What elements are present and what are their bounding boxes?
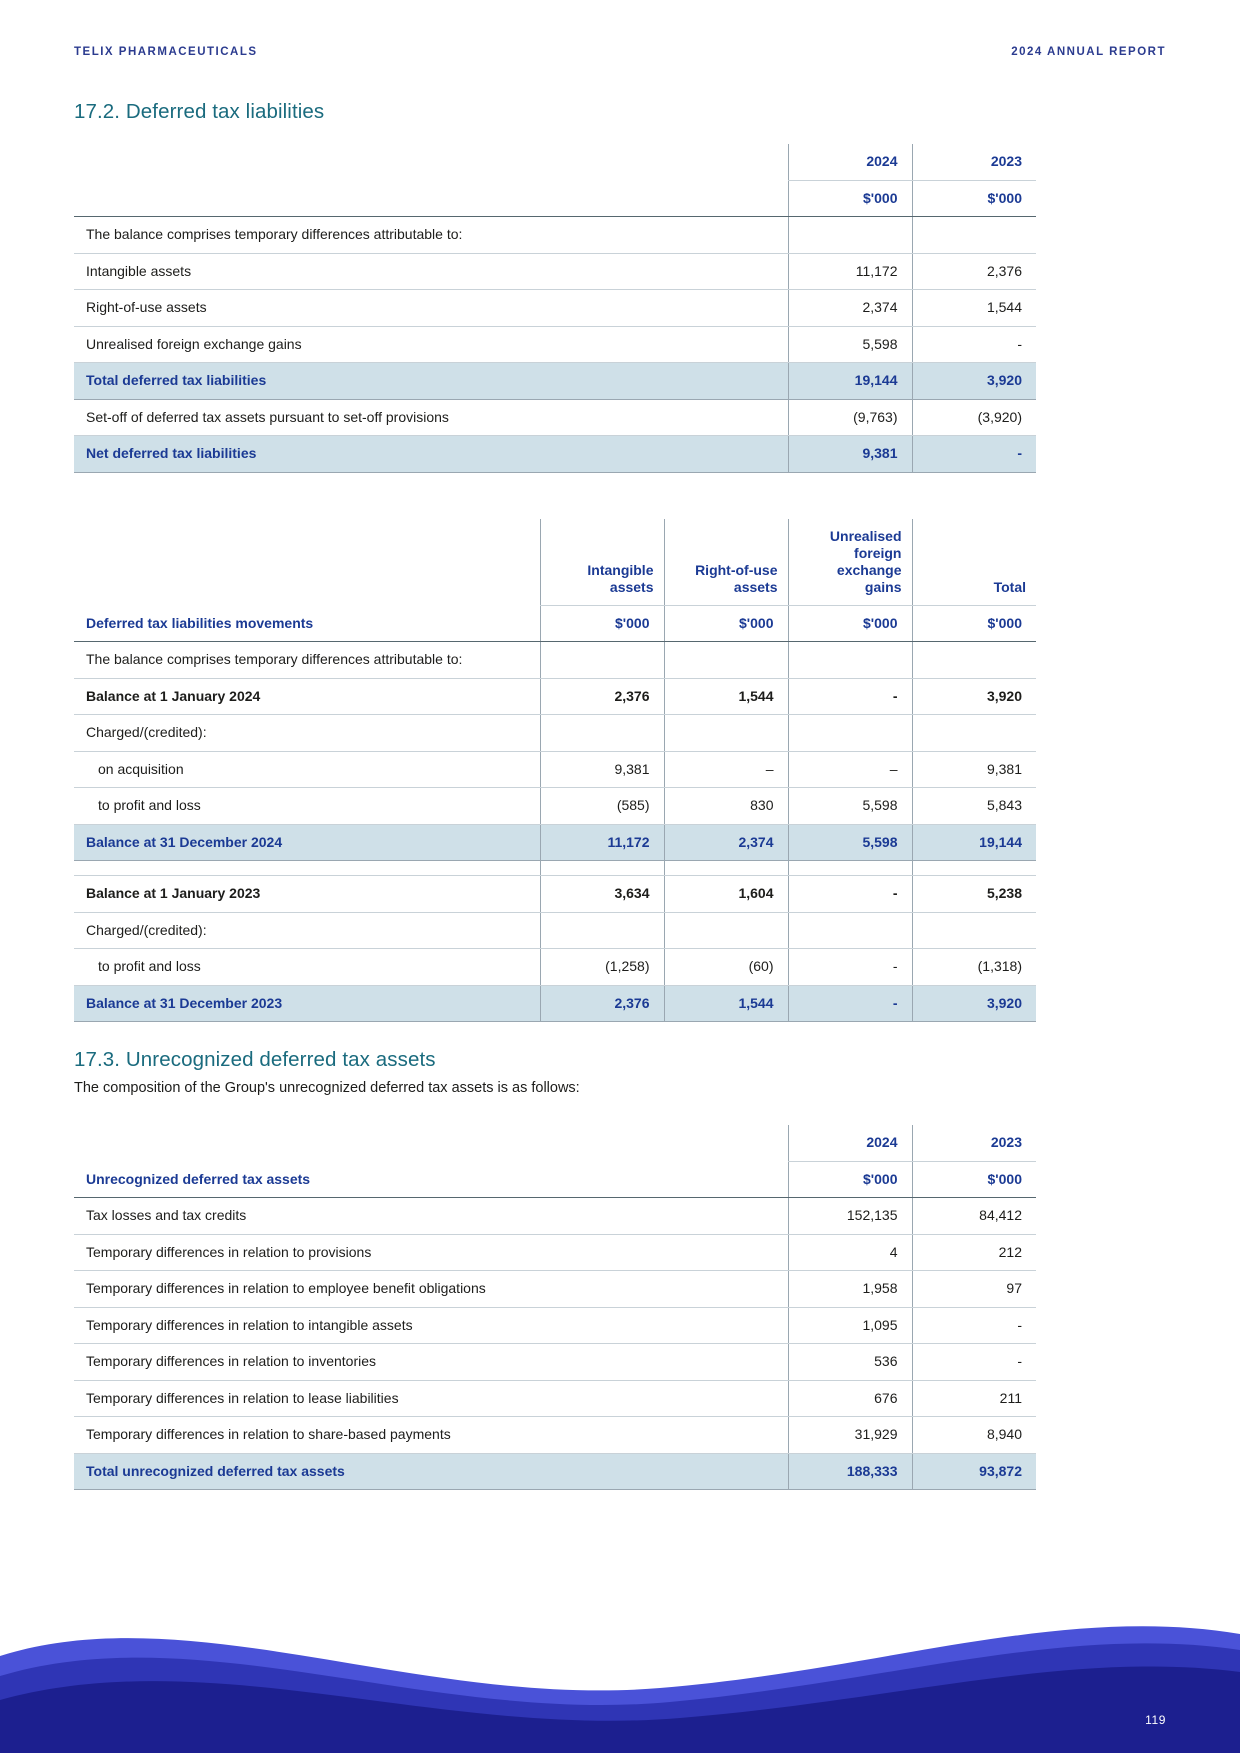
table-row xyxy=(74,217,1036,254)
col-header-unrealised-fx-gains xyxy=(789,519,912,605)
row-value-2024: 188,333 xyxy=(846,1462,898,1479)
row-value-intangible xyxy=(541,733,664,751)
table-row-spacer xyxy=(74,861,1036,876)
row-value-fx: 5,598 xyxy=(862,797,898,814)
table-row-total xyxy=(74,1453,1036,1490)
unrecognized-deferred-tax-assets-table xyxy=(74,1125,1036,1490)
row-value-rou xyxy=(665,733,788,751)
col-header-intangible-assets xyxy=(541,553,664,605)
table-header-row-year xyxy=(74,144,1036,180)
row-value-fx xyxy=(789,660,912,678)
row-value-2023: 93,872 xyxy=(979,1462,1022,1479)
page-number: 119 xyxy=(1145,1713,1166,1727)
row-value-rou: 1,544 xyxy=(738,994,774,1011)
row-label: Charged/(credited): xyxy=(86,921,207,938)
row-label: Balance at 31 December 2023 xyxy=(86,994,283,1011)
row-value-rou: – xyxy=(765,760,774,777)
table-row-total xyxy=(74,436,1036,473)
row-value-2023 xyxy=(913,235,1037,253)
row-value-fx: - xyxy=(892,885,898,902)
row-value-2024: 11,172 xyxy=(855,262,898,279)
table-row xyxy=(74,1380,1036,1417)
row-value-2023: (3,920) xyxy=(977,408,1022,425)
col-header-2024: 2024 xyxy=(866,1134,898,1151)
row-value-2023: 212 xyxy=(998,1243,1022,1260)
row-label: Balance at 31 December 2024 xyxy=(86,833,283,850)
row-value-2024: 1,095 xyxy=(862,1316,898,1333)
row-value-2024: 31,929 xyxy=(854,1426,898,1443)
row-value-2024: 1,958 xyxy=(862,1280,898,1297)
row-value-2024: 5,598 xyxy=(862,335,898,352)
row-label: Charged/(credited): xyxy=(86,724,207,741)
row-value-intangible: 2,376 xyxy=(614,687,650,704)
row-value-intangible xyxy=(541,930,664,948)
row-value-2024: 2,374 xyxy=(862,299,898,315)
running-header xyxy=(74,46,1166,58)
section-spacer xyxy=(74,1022,1036,1048)
row-label: The balance comprises temporary differences attributable to: xyxy=(86,226,463,242)
deferred-tax-liabilities-movements-table xyxy=(74,519,1036,1023)
table-row xyxy=(74,1198,1036,1235)
row-value-intangible: 3,634 xyxy=(614,885,650,902)
col-unit-2024: $'000 xyxy=(863,189,898,206)
col-header-right-of-use-assets xyxy=(665,553,788,605)
table-row xyxy=(74,290,1036,327)
row-value-2023: - xyxy=(1017,1316,1022,1333)
movements-row-title: Deferred tax liabilities movements xyxy=(86,614,314,631)
section-17-2-title: 17.2. Deferred tax liabilities xyxy=(74,100,325,123)
running-header-report: 2024 ANNUAL REPORT xyxy=(1011,46,1166,58)
table-row xyxy=(74,876,1036,913)
row-value-intangible: (585) xyxy=(616,797,650,814)
table-row xyxy=(74,1344,1036,1381)
col-header-2024: 2024 xyxy=(866,153,898,169)
caption-line: foreign xyxy=(854,544,902,561)
movements-header-caption-row xyxy=(74,519,1036,606)
row-value-2023: - xyxy=(1017,335,1022,352)
table-row xyxy=(74,399,1036,436)
movements-header-unit-row xyxy=(74,605,1036,642)
row-label: Set-off of deferred tax assets pursuant to set-off provisions xyxy=(86,408,449,425)
row-label: The balance comprises temporary differences attributable to: xyxy=(86,651,463,668)
wave-svg xyxy=(0,1538,1240,1753)
row-value-rou: 2,374 xyxy=(738,833,774,850)
col-unit-2023: $'000 xyxy=(987,1170,1022,1187)
col-header-2023: 2023 xyxy=(990,153,1022,169)
caption-line: Right-of-use xyxy=(695,561,778,578)
table-row-total xyxy=(74,363,1036,400)
row-value-2024: 9,381 xyxy=(862,445,898,461)
row-label: Temporary differences in relation to share-based payments xyxy=(86,1426,451,1443)
row-value-rou: 830 xyxy=(750,797,774,814)
table-row xyxy=(74,788,1036,825)
row-label: Tax losses and tax credits xyxy=(86,1207,247,1224)
caption-line: Intangible xyxy=(587,561,654,578)
table-header-row-unit xyxy=(74,180,1036,217)
row-label: to profit and loss xyxy=(98,797,201,814)
row-value-total: 9,381 xyxy=(986,760,1022,777)
row-value-intangible xyxy=(541,660,664,678)
row-value-total xyxy=(913,930,1037,948)
table-row xyxy=(74,678,1036,715)
table-row xyxy=(74,751,1036,788)
row-value-2024: 536 xyxy=(874,1353,898,1370)
row-value-intangible: 11,172 xyxy=(607,833,650,850)
table-row xyxy=(74,642,1036,679)
row-label: Total unrecognized deferred tax assets xyxy=(86,1462,345,1479)
row-value-total: 5,843 xyxy=(986,797,1022,814)
row-value-fx: - xyxy=(892,994,898,1011)
row-value-intangible: 2,376 xyxy=(614,994,650,1011)
row-value-fx: - xyxy=(892,687,898,704)
row-value-intangible: (1,258) xyxy=(605,958,650,975)
row-value-total: 3,920 xyxy=(986,994,1022,1011)
unrecognized-row-title: Unrecognized deferred tax assets xyxy=(86,1170,311,1187)
row-value-total: 3,920 xyxy=(986,687,1022,704)
table-row-total xyxy=(74,824,1036,861)
section-17-3-intro: The composition of the Group's unrecognized deferred tax assets is as follows: xyxy=(74,1080,580,1097)
table-spacer xyxy=(74,473,1036,519)
row-value-fx xyxy=(789,930,912,948)
table-row xyxy=(74,1234,1036,1271)
running-header-company: TELIX PHARMACEUTICALS xyxy=(74,46,258,58)
row-label: Total deferred tax liabilities xyxy=(86,372,267,388)
row-label: on acquisition xyxy=(98,760,184,777)
row-value-intangible: 9,381 xyxy=(614,760,650,777)
row-value-rou: 1,604 xyxy=(738,885,774,902)
row-value-rou xyxy=(665,930,788,948)
row-value-2023: 8,940 xyxy=(986,1426,1022,1443)
deferred-tax-liabilities-table xyxy=(74,144,1036,473)
table-row xyxy=(74,1307,1036,1344)
col-unit-2024: $'000 xyxy=(863,1170,898,1187)
row-label: Temporary differences in relation to employee benefit obligations xyxy=(86,1280,486,1297)
row-label: Intangible assets xyxy=(86,262,192,279)
row-label: to profit and loss xyxy=(98,958,201,975)
row-value-2023: 211 xyxy=(999,1389,1022,1406)
col-unit-fx: $'000 xyxy=(863,614,898,631)
table-row xyxy=(74,1417,1036,1454)
row-value-2024 xyxy=(789,235,912,253)
caption-line: Unrealised xyxy=(829,527,902,544)
caption-line: exchange xyxy=(836,561,902,578)
col-header-total: Total xyxy=(993,578,1026,595)
row-value-2024: 676 xyxy=(874,1389,898,1406)
row-value-2023: 97 xyxy=(1006,1280,1022,1297)
row-label: Temporary differences in relation to lease liabilities xyxy=(86,1389,399,1406)
row-value-total: 5,238 xyxy=(986,885,1022,902)
table-row xyxy=(74,1271,1036,1308)
row-value-2024: 152,135 xyxy=(846,1207,898,1224)
table-header-row-year xyxy=(74,1125,1036,1161)
row-value-fx xyxy=(789,733,912,751)
table-row xyxy=(74,912,1036,949)
col-unit-2023: $'000 xyxy=(987,189,1022,206)
row-value-total xyxy=(913,660,1037,678)
col-unit-rou: $'000 xyxy=(739,614,774,631)
table-row-total xyxy=(74,985,1036,1022)
row-label: Unrealised foreign exchange gains xyxy=(86,335,302,352)
row-value-total: (1,318) xyxy=(977,958,1022,975)
row-value-fx: – xyxy=(889,760,898,777)
row-value-rou: 1,544 xyxy=(738,687,774,704)
row-value-2023: - xyxy=(1017,445,1022,461)
row-value-total: 19,144 xyxy=(979,833,1022,850)
row-value-total xyxy=(913,733,1037,751)
caption-line: assets xyxy=(609,578,654,595)
row-label: Balance at 1 January 2023 xyxy=(86,885,261,902)
page-content xyxy=(74,100,1036,1490)
row-value-2023: 2,376 xyxy=(986,262,1022,279)
row-value-2023: 3,920 xyxy=(986,372,1022,388)
col-unit-intangible: $'000 xyxy=(615,614,650,631)
row-value-2023: 84,412 xyxy=(979,1207,1022,1224)
table-row xyxy=(74,326,1036,363)
col-header-2023: 2023 xyxy=(990,1134,1022,1151)
section-17-3-title: 17.3. Unrecognized deferred tax assets xyxy=(74,1048,436,1072)
row-value-2023: - xyxy=(1017,1353,1022,1370)
row-value-rou: (60) xyxy=(748,958,774,975)
row-value-2023: 1,544 xyxy=(986,299,1022,315)
table-row xyxy=(74,949,1036,986)
row-value-2024: (9,763) xyxy=(853,408,898,425)
row-value-rou xyxy=(665,660,788,678)
col-unit-total: $'000 xyxy=(987,614,1022,631)
row-value-fx: 5,598 xyxy=(862,833,898,850)
table-row xyxy=(74,253,1036,290)
caption-line: assets xyxy=(733,578,778,595)
row-label: Temporary differences in relation to intangible assets xyxy=(86,1316,413,1333)
footer-wave-decoration xyxy=(0,1538,1240,1753)
row-label: Net deferred tax liabilities xyxy=(86,445,257,461)
table-header-row-unit xyxy=(74,1161,1036,1198)
caption-line: gains xyxy=(864,578,902,595)
row-label: Balance at 1 January 2024 xyxy=(86,687,261,704)
table-row xyxy=(74,715,1036,752)
row-value-fx: - xyxy=(892,958,898,975)
row-value-2024: 4 xyxy=(889,1243,898,1260)
row-value-2024: 19,144 xyxy=(854,372,898,388)
row-label: Right-of-use assets xyxy=(86,299,207,315)
row-label: Temporary differences in relation to provisions xyxy=(86,1243,372,1260)
row-label: Temporary differences in relation to inventories xyxy=(86,1353,377,1370)
